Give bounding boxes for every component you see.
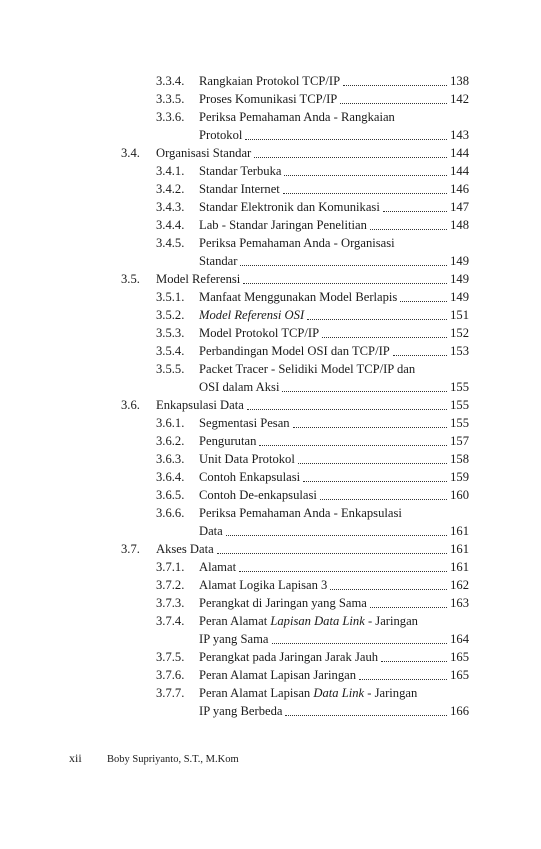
toc-entry-title xyxy=(199,486,317,504)
toc-entry-body xyxy=(199,216,469,234)
toc-entry-number: 3.6. xyxy=(121,398,140,412)
toc-subsection-entry[interactable] xyxy=(0,414,541,432)
toc-entry-body xyxy=(199,288,469,306)
toc-subsection-entry[interactable] xyxy=(0,648,541,666)
toc-entry-title-segment: Segmentasi Pesan xyxy=(199,416,290,430)
toc-entry-body xyxy=(199,504,469,540)
toc-entry-page: 160 xyxy=(450,488,469,502)
toc-entry-number: 3.7.1. xyxy=(156,560,185,574)
dot-leader xyxy=(284,174,447,176)
toc-entry-number: 3.6.1. xyxy=(156,416,185,430)
dot-leader xyxy=(381,660,447,662)
toc-entry-body xyxy=(199,558,469,576)
dot-leader xyxy=(330,588,447,590)
toc-entry-title-line1: Periksa Pemahaman Anda - Enkapsulasi xyxy=(199,506,402,520)
toc-entry-number: 3.7.3. xyxy=(156,596,185,610)
toc-entry-title xyxy=(199,522,223,540)
toc-entry-page: 153 xyxy=(450,344,469,358)
toc-entry-title-segment: Proses Komunikasi TCP/IP xyxy=(199,92,338,106)
toc-entry-page: 161 xyxy=(450,524,469,538)
toc-entry-body xyxy=(156,396,469,414)
toc-entry-number: 3.5.3. xyxy=(156,326,185,340)
page-number: xii xyxy=(69,751,82,765)
toc-entry-number: 3.7.2. xyxy=(156,578,185,592)
toc-entry-title xyxy=(199,306,304,324)
toc-entry-body xyxy=(199,450,469,468)
toc-subsection-entry[interactable] xyxy=(0,684,541,720)
toc-entry-title xyxy=(199,558,236,576)
toc-entry-title-segment: Enkapsulasi Data xyxy=(156,398,244,412)
toc-subsection-entry[interactable] xyxy=(0,612,541,648)
dot-leader xyxy=(293,426,448,428)
dot-leader xyxy=(307,318,447,320)
toc-entry-body xyxy=(199,612,469,648)
toc-entry-title-segment: Standar xyxy=(199,254,238,268)
toc-entry-title-segment: IP yang Sama xyxy=(199,632,269,646)
dot-leader xyxy=(247,408,447,410)
toc-subsection-entry[interactable] xyxy=(0,180,541,198)
toc-entry-title xyxy=(199,648,378,666)
toc-entry-title-segment: Lab - Standar Jaringan Penelitian xyxy=(199,218,367,232)
toc-entry-title xyxy=(199,288,397,306)
toc-entry-number: 3.4.3. xyxy=(156,200,185,214)
toc-entry-number: 3.7.5. xyxy=(156,650,185,664)
toc-entry-title-segment: Unit Data Protokol xyxy=(199,452,295,466)
toc-entry-page: 165 xyxy=(450,650,469,664)
toc-entry-page: 158 xyxy=(450,452,469,466)
toc-entry-title xyxy=(199,90,337,108)
toc-entry-page: 152 xyxy=(450,326,469,340)
toc-entry-page: 165 xyxy=(450,668,469,682)
toc-entry-body xyxy=(199,90,469,108)
toc-entry-title-line1: Packet Tracer - Selidiki Model TCP/IP dan xyxy=(199,362,416,376)
dot-leader xyxy=(370,228,447,230)
toc-entry-title-segment: IP yang Berbeda xyxy=(199,704,283,718)
dot-leader xyxy=(245,138,447,140)
dot-leader xyxy=(303,480,447,482)
toc-entry-number: 3.4. xyxy=(121,146,140,160)
dot-leader xyxy=(298,462,447,464)
dot-leader xyxy=(217,552,447,554)
toc-entry-title xyxy=(199,450,295,468)
toc-entry-number: 3.7. xyxy=(121,542,140,556)
toc-entry-number: 3.5.4. xyxy=(156,344,185,358)
toc-subsection-entry[interactable] xyxy=(0,288,541,306)
toc-subsection-entry[interactable] xyxy=(0,450,541,468)
dot-leader xyxy=(285,714,447,716)
toc-entry-title xyxy=(199,378,279,396)
dot-leader xyxy=(400,300,447,302)
toc-entry-page: 148 xyxy=(450,218,469,232)
toc-entry-body xyxy=(199,414,469,432)
toc-entry-body xyxy=(199,324,469,342)
table-of-contents xyxy=(0,72,541,720)
toc-entry-title-segment: Standar Terbuka xyxy=(199,164,282,178)
toc-entry-page: 155 xyxy=(450,416,469,430)
toc-entry-title xyxy=(199,126,242,144)
toc-entry-title-segment: Alamat xyxy=(199,560,237,574)
dot-leader xyxy=(343,84,447,86)
toc-entry-title xyxy=(199,180,280,198)
toc-entry-title-line1: Periksa Pemahaman Anda - Rangkaian xyxy=(199,110,395,124)
dot-leader xyxy=(282,390,447,392)
toc-entry-title-segment: Organisasi Standar xyxy=(156,146,252,160)
toc-entry-title-segment: Peran Alamat Lapisan Jaringan xyxy=(199,668,357,682)
toc-entry-page: 151 xyxy=(450,308,469,322)
toc-subsection-entry[interactable] xyxy=(0,90,541,108)
toc-entry-title-line1-segment: - Jaringan xyxy=(364,614,418,628)
toc-entry-body xyxy=(156,270,469,288)
dot-leader xyxy=(370,606,447,608)
toc-entry-page: 149 xyxy=(450,272,469,286)
dot-leader xyxy=(322,336,447,338)
toc-entry-page: 159 xyxy=(450,470,469,484)
toc-subsection-entry[interactable] xyxy=(0,432,541,450)
toc-entry-body xyxy=(199,486,469,504)
toc-entry-page: 163 xyxy=(450,596,469,610)
toc-entry-title xyxy=(199,630,269,648)
toc-entry-body xyxy=(199,234,469,270)
toc-entry-title-line1-segment: Lapisan Data Link xyxy=(270,614,365,628)
toc-entry-title xyxy=(156,144,251,162)
toc-entry-title xyxy=(199,324,319,342)
toc-entry-title-segment: Standar Internet xyxy=(199,182,280,196)
toc-entry-page: 147 xyxy=(450,200,469,214)
toc-entry-body xyxy=(199,576,469,594)
dot-leader xyxy=(240,264,447,266)
toc-entry-number: 3.3.4. xyxy=(156,74,185,88)
toc-entry-body xyxy=(199,198,469,216)
toc-section-entry[interactable] xyxy=(0,396,541,414)
dot-leader xyxy=(243,282,447,284)
toc-entry-title xyxy=(199,666,356,684)
toc-entry-page: 146 xyxy=(450,182,469,196)
toc-entry-body xyxy=(199,162,469,180)
toc-entry-body xyxy=(199,180,469,198)
toc-entry-number: 3.5.1. xyxy=(156,290,185,304)
toc-entry-page: 164 xyxy=(450,632,469,646)
toc-subsection-entry[interactable] xyxy=(0,666,541,684)
toc-entry-body xyxy=(199,72,469,90)
dot-leader xyxy=(383,210,447,212)
dot-leader xyxy=(259,444,447,446)
toc-entry-title-segment: Contoh Enkapsulasi xyxy=(199,470,301,484)
toc-entry-title xyxy=(199,216,367,234)
toc-subsection-entry[interactable] xyxy=(0,306,541,324)
toc-entry-number: 3.4.1. xyxy=(156,164,185,178)
toc-entry-page: 161 xyxy=(450,560,469,574)
toc-entry-title-segment: Data xyxy=(199,524,223,538)
toc-entry-page: 155 xyxy=(450,380,469,394)
toc-entry-page: 157 xyxy=(450,434,469,448)
toc-entry-title-segment: Perbandingan Model OSI dan TCP/IP xyxy=(199,344,390,358)
toc-entry-page: 166 xyxy=(450,704,469,718)
toc-entry-title xyxy=(199,468,300,486)
toc-entry-page: 155 xyxy=(450,398,469,412)
toc-entry-title-segment: Contoh De-enkapsulasi xyxy=(199,488,317,502)
toc-entry-title-line1-segment: - Jaringan xyxy=(364,686,418,700)
toc-section-entry[interactable] xyxy=(0,144,541,162)
toc-entry-title-segment: Protokol xyxy=(199,128,243,142)
toc-entry-page: 162 xyxy=(450,578,469,592)
toc-entry-body xyxy=(199,468,469,486)
toc-entry-body xyxy=(199,342,469,360)
toc-entry-body xyxy=(199,108,469,144)
toc-entry-page: 142 xyxy=(450,92,469,106)
toc-subsection-entry[interactable] xyxy=(0,216,541,234)
toc-entry-title-segment: Model Protokol TCP/IP xyxy=(199,326,320,340)
toc-subsection-entry[interactable] xyxy=(0,468,541,486)
toc-entry-body xyxy=(199,306,469,324)
toc-entry-title-segment: Model Referensi OSI xyxy=(199,308,305,322)
toc-entry-body xyxy=(199,594,469,612)
toc-entry-title xyxy=(156,270,240,288)
toc-entry-title-segment: Standar Elektronik dan Komunikasi xyxy=(199,200,380,214)
toc-entry-title-line1-segment: Peran Alamat xyxy=(199,614,271,628)
toc-entry-page: 138 xyxy=(450,74,469,88)
toc-entry-body xyxy=(199,666,469,684)
toc-entry-number: 3.5. xyxy=(121,272,140,286)
toc-entry-number: 3.5.5. xyxy=(156,362,185,376)
toc-subsection-entry[interactable] xyxy=(0,558,541,576)
toc-subsection-entry[interactable] xyxy=(0,162,541,180)
toc-entry-title-segment: Manfaat Menggunakan Model Berlapis xyxy=(199,290,398,304)
toc-entry-number: 3.7.6. xyxy=(156,668,185,682)
toc-entry-number: 3.7.4. xyxy=(156,614,185,628)
toc-entry-page: 149 xyxy=(450,290,469,304)
dot-leader xyxy=(239,570,447,572)
toc-entry-title-line1 xyxy=(199,612,469,630)
toc-entry-title-line1-segment: Peran Alamat Lapisan xyxy=(199,686,314,700)
toc-entry-body xyxy=(199,360,469,396)
toc-subsection-entry[interactable] xyxy=(0,360,541,396)
toc-entry-title-line1-segment: Data Link xyxy=(313,686,365,700)
toc-entry-number: 3.4.2. xyxy=(156,182,185,196)
toc-entry-title-segment: Alamat Logika Lapisan 3 xyxy=(199,578,328,592)
toc-entry-page: 149 xyxy=(450,254,469,268)
toc-section-entry[interactable] xyxy=(0,270,541,288)
toc-entry-title-segment: Model Referensi xyxy=(156,272,241,286)
toc-entry-title xyxy=(199,414,290,432)
toc-entry-number: 3.6.2. xyxy=(156,434,185,448)
toc-entry-title-segment: OSI dalam Aksi xyxy=(199,380,280,394)
toc-entry-title-line1 xyxy=(199,684,469,702)
toc-entry-number: 3.4.4. xyxy=(156,218,185,232)
toc-subsection-entry[interactable] xyxy=(0,198,541,216)
toc-entry-title-segment: Perangkat pada Jaringan Jarak Jauh xyxy=(199,650,379,664)
toc-entry-title-segment: Perangkat di Jaringan yang Sama xyxy=(199,596,367,610)
toc-entry-title xyxy=(199,594,367,612)
toc-entry-title-line1: Periksa Pemahaman Anda - Organisasi xyxy=(199,236,395,250)
toc-entry-number: 3.6.3. xyxy=(156,452,185,466)
toc-entry-body xyxy=(156,144,469,162)
toc-entry-page: 144 xyxy=(450,146,469,160)
toc-entry-page: 143 xyxy=(450,128,469,142)
toc-entry-title xyxy=(199,702,282,720)
toc-entry-number: 3.4.5. xyxy=(156,236,185,250)
toc-entry-number: 3.6.4. xyxy=(156,470,185,484)
toc-entry-title xyxy=(199,162,281,180)
toc-subsection-entry[interactable] xyxy=(0,108,541,144)
dot-leader xyxy=(272,642,448,644)
toc-entry-title xyxy=(199,342,390,360)
toc-entry-body xyxy=(156,540,469,558)
dot-leader xyxy=(340,102,447,104)
toc-entry-title-segment: Pengurutan xyxy=(199,434,257,448)
toc-entry-title xyxy=(199,252,237,270)
toc-entry-number: 3.7.7. xyxy=(156,686,185,700)
toc-subsection-entry[interactable] xyxy=(0,504,541,540)
toc-entry-title-segment: Akses Data xyxy=(156,542,214,556)
toc-entry-title xyxy=(156,396,244,414)
toc-subsection-entry[interactable] xyxy=(0,72,541,90)
toc-subsection-entry[interactable] xyxy=(0,594,541,612)
dot-leader xyxy=(283,192,447,194)
toc-entry-body xyxy=(199,432,469,450)
toc-entry-body xyxy=(199,684,469,720)
toc-entry-number: 3.3.6. xyxy=(156,110,185,124)
toc-entry-body xyxy=(199,648,469,666)
toc-subsection-entry[interactable] xyxy=(0,342,541,360)
toc-entry-number: 3.5.2. xyxy=(156,308,185,322)
page-footer xyxy=(69,751,239,766)
toc-entry-page: 161 xyxy=(450,542,469,556)
footer-author: Boby Supriyanto, S.T., M.Kom xyxy=(107,754,239,765)
toc-subsection-entry[interactable] xyxy=(0,486,541,504)
toc-entry-number: 3.6.5. xyxy=(156,488,185,502)
toc-entry-title xyxy=(199,72,340,90)
toc-entry-number: 3.6.6. xyxy=(156,506,185,520)
dot-leader xyxy=(393,354,447,356)
toc-entry-page: 144 xyxy=(450,164,469,178)
toc-entry-title xyxy=(199,432,256,450)
toc-subsection-entry[interactable] xyxy=(0,324,541,342)
toc-entry-title xyxy=(156,540,214,558)
toc-subsection-entry[interactable] xyxy=(0,576,541,594)
toc-subsection-entry[interactable] xyxy=(0,234,541,270)
toc-entry-title xyxy=(199,576,327,594)
toc-entry-title xyxy=(199,198,380,216)
dot-leader xyxy=(226,534,447,536)
toc-section-entry[interactable] xyxy=(0,540,541,558)
toc-entry-number: 3.3.5. xyxy=(156,92,185,106)
dot-leader xyxy=(254,156,447,158)
dot-leader xyxy=(359,678,447,680)
toc-entry-title-segment: Rangkaian Protokol TCP/IP xyxy=(199,74,341,88)
dot-leader xyxy=(320,498,447,500)
